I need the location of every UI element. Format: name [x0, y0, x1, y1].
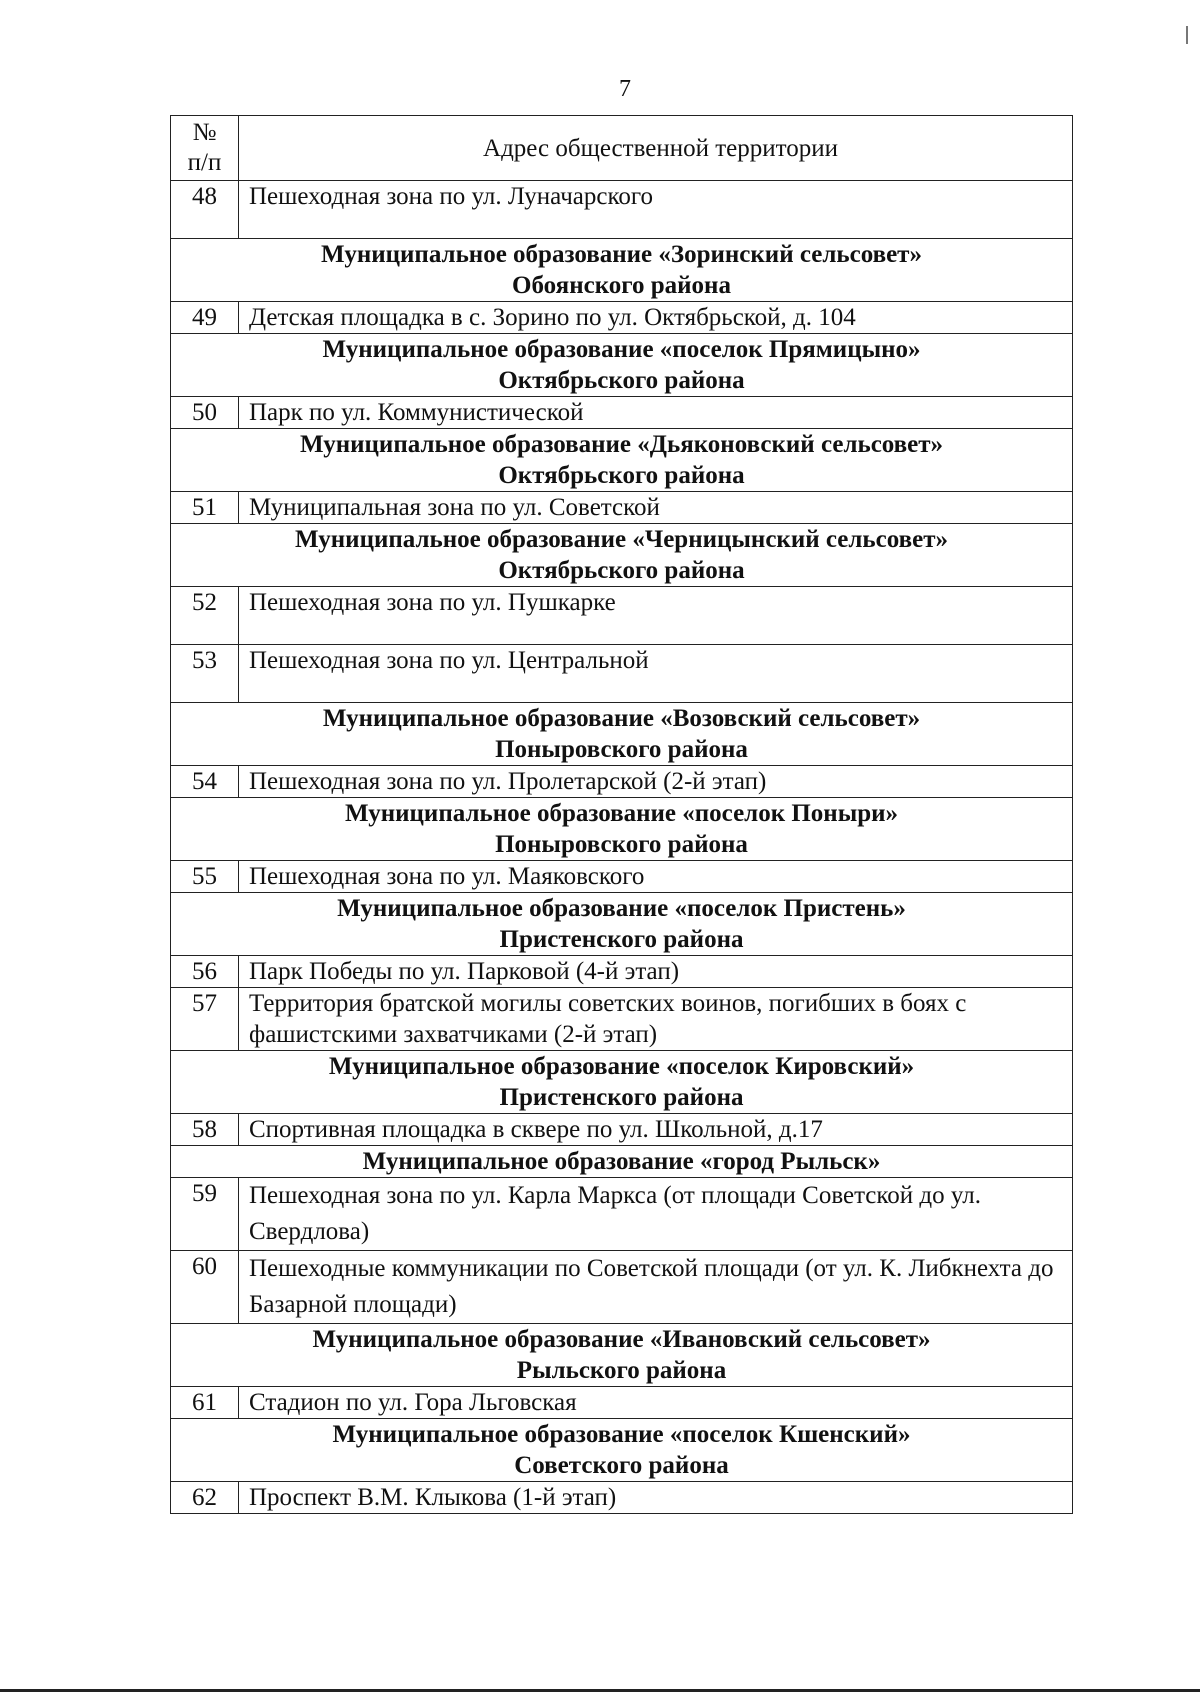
row-address: Спортивная площадка в сквере по ул. Школьной, д.17: [239, 1114, 1073, 1146]
table-row: [171, 492, 1073, 524]
table-row: [171, 956, 1073, 988]
table-row: [171, 181, 1073, 239]
section-heading-line: Муниципальное образование «поселок Прямицыно»: [322, 336, 921, 363]
row-address: Пешеходная зона по ул. Пушкарке: [239, 587, 1073, 645]
section-heading-line: Муниципальное образование «Возовский сельсовет»: [322, 705, 921, 732]
row-address: Муниципальная зона по ул. Советской: [239, 492, 1073, 524]
section-heading: [171, 1146, 1073, 1178]
row-address: Пешеходная зона по ул. Маяковского: [239, 861, 1073, 893]
section-heading-line: Октябрьского района: [498, 367, 745, 394]
section-heading-line: Советского района: [514, 1452, 729, 1479]
section-heading-line: Муниципальное образование «Ивановский сельсовет»: [312, 1326, 931, 1353]
row-number: 61: [171, 1387, 239, 1419]
section-row: [171, 429, 1073, 492]
section-heading-line: Обоянского района: [512, 272, 731, 299]
section-heading-line: Муниципальное образование «поселок Кировский»: [328, 1053, 915, 1080]
section-heading-line: Октябрьского района: [498, 557, 745, 584]
header-number-line: №: [192, 119, 217, 146]
section-heading-line: Пристенского района: [499, 926, 744, 953]
row-address: Стадион по ул. Гора Льговская: [239, 1387, 1073, 1419]
row-address: Детская площадка в с. Зорино по ул. Октябрьской, д. 104: [239, 302, 1073, 334]
row-address: Пешеходная зона по ул. Пролетарской (2-й этап): [239, 766, 1073, 798]
section-row: [171, 524, 1073, 587]
scan-bottom-edge: [0, 1689, 1200, 1704]
table-row: [171, 302, 1073, 334]
row-number: 60: [171, 1251, 239, 1324]
row-address: Пешеходная зона по ул. Центральной: [239, 645, 1073, 703]
row-address: Пешеходные коммуникации по Советской площади (от ул. К. Либкнехта до Базарной площади): [239, 1251, 1073, 1324]
section-heading: [171, 1419, 1073, 1482]
section-heading-line: Октябрьского района: [498, 462, 745, 489]
section-heading-line: Пристенского района: [499, 1084, 744, 1111]
page-number: 7: [619, 76, 631, 102]
section-heading: [171, 893, 1073, 956]
table-row: [171, 1251, 1073, 1324]
section-heading: [171, 334, 1073, 397]
table-row: [171, 766, 1073, 798]
row-number: 54: [171, 766, 239, 798]
section-row: [171, 334, 1073, 397]
section-row: [171, 1051, 1073, 1114]
row-address: Территория братской могилы советских воинов, погибших в боях с фашистскими захватчиками (2-й этап): [239, 988, 1073, 1051]
table-row: [171, 587, 1073, 645]
section-heading: [171, 1051, 1073, 1114]
table-row: [171, 1482, 1073, 1514]
row-address: Пешеходная зона по ул. Луначарского: [239, 181, 1073, 239]
section-heading: [171, 429, 1073, 492]
row-number: 51: [171, 492, 239, 524]
section-row: [171, 1324, 1073, 1387]
section-heading-line: Поныровского района: [495, 831, 748, 858]
scan-edge-mark: [1186, 26, 1188, 44]
section-heading-line: Муниципальное образование «Дьяконовский сельсовет»: [299, 431, 944, 458]
table-row: [171, 397, 1073, 429]
table-row: [171, 1114, 1073, 1146]
section-row: [171, 703, 1073, 766]
row-number: 50: [171, 397, 239, 429]
row-number: 48: [171, 181, 239, 239]
section-heading: [171, 703, 1073, 766]
table-row: [171, 645, 1073, 703]
section-row: [171, 798, 1073, 861]
section-heading-line: Муниципальное образование «поселок Пристень»: [337, 895, 906, 922]
row-number: 55: [171, 861, 239, 893]
row-number: 52: [171, 587, 239, 645]
section-row: [171, 893, 1073, 956]
row-number: 56: [171, 956, 239, 988]
section-heading-line: Муниципальное образование «поселок Поныри»: [344, 800, 899, 827]
table-header-row: [171, 116, 1073, 181]
row-number: 59: [171, 1178, 239, 1251]
section-heading: [171, 239, 1073, 302]
row-number: 53: [171, 645, 239, 703]
table-body: [171, 116, 1073, 1514]
public-territories-table: [170, 115, 1073, 1514]
header-address-cell: Адрес общественной территории: [239, 116, 1073, 181]
row-address: Парк по ул. Коммунистической: [239, 397, 1073, 429]
section-heading-line: Муниципальное образование «Зоринский сельсовет»: [321, 241, 922, 268]
row-number: 62: [171, 1482, 239, 1514]
row-address: Парк Победы по ул. Парковой (4-й этап): [239, 956, 1073, 988]
section-heading-line: Поныровского района: [495, 736, 748, 763]
header-number-cell: [171, 116, 239, 181]
row-address: Пешеходная зона по ул. Карла Маркса (от площади Советской до ул. Свердлова): [239, 1178, 1073, 1251]
section-row: [171, 239, 1073, 302]
section-heading-line: Муниципальное образование «город Рыльск»: [362, 1148, 881, 1175]
header-number-label: [171, 118, 238, 178]
section-heading-line: Рыльского района: [516, 1357, 727, 1384]
section-row: [171, 1146, 1073, 1178]
section-heading: [171, 524, 1073, 587]
row-number: 58: [171, 1114, 239, 1146]
row-address: Проспект В.М. Клыкова (1-й этап): [239, 1482, 1073, 1514]
row-number: 57: [171, 988, 239, 1051]
table-row: [171, 861, 1073, 893]
section-heading-line: Муниципальное образование «Черницынский сельсовет»: [295, 526, 948, 553]
table-row: [171, 988, 1073, 1051]
table-row: [171, 1387, 1073, 1419]
header-number-line: п/п: [187, 149, 222, 176]
section-row: [171, 1419, 1073, 1482]
section-heading-line: Муниципальное образование «поселок Кшенский»: [332, 1421, 911, 1448]
row-number: 49: [171, 302, 239, 334]
section-heading: [171, 798, 1073, 861]
section-heading: [171, 1324, 1073, 1387]
table-row: [171, 1178, 1073, 1251]
